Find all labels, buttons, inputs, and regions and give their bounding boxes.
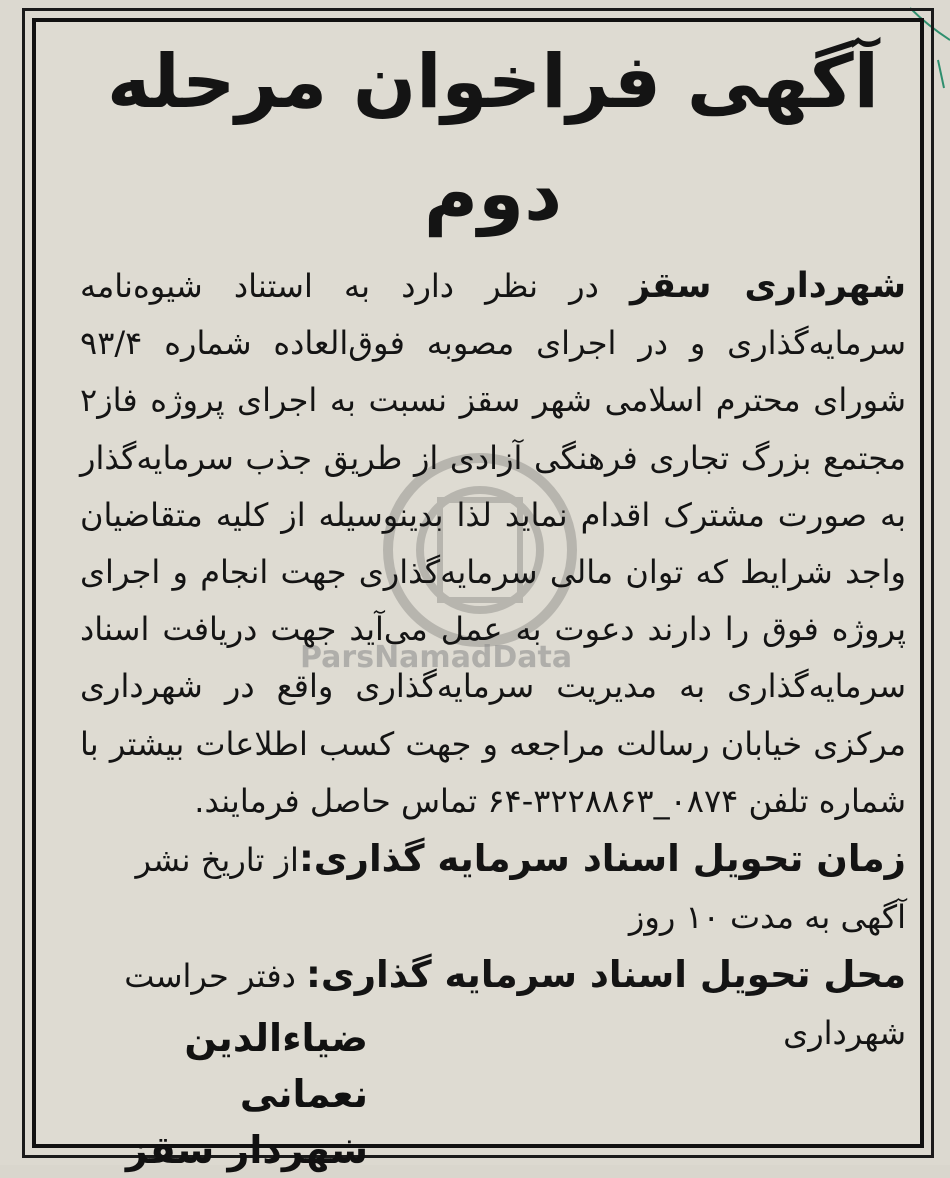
watermark-text: ParsNamadData xyxy=(300,640,573,675)
notice-body xyxy=(80,258,906,830)
signatory-position: شهردار سقز xyxy=(125,1128,368,1172)
delivery-place-label: محل تحویل اسناد سرمایه گذاری: xyxy=(306,953,906,997)
signature-block xyxy=(108,1010,368,1178)
municipality-name: شهرداری سقز xyxy=(629,266,906,306)
signatory-name: ضیاءالدین نعمانی xyxy=(184,1016,368,1116)
notice-body-text: در نظر دارد به استناد شیوه‌نامه سرمایه‌گذاری و در اجرای مصوبه فوق‌العاده شماره ۹۳/۴ شورای محترم اسلامی شهر سقز نسبت به اجرای پروژه فاز۲ مجتمع بزرگ تجاری فرهنگی آزادی از طریق جذب سرمایه‌گذار به صورت مشترک اقدام نماید لذا بدینوسیله از کلیه متقاضیان واجد شرایط که توان مالی سرمایه‌گذاری جهت انجام و اجرای پروژه فوق را دارند دعوت به عمل می‌آید جهت دریافت اسناد سرمایه‌گذاری به مدیریت سرمایه‌گذاری واقع در شهرداری مرکزی خیابان رسالت مراجعه و جهت کسب اطلاعات بیشتر با شماره تلفن ۰۸۷۴_۳۲۲۸۸۶۳-۶۴ تماس حاصل فرمایند. xyxy=(80,267,906,820)
delivery-time xyxy=(80,830,906,946)
notice-title: آگهی فراخوان مرحله دوم xyxy=(106,39,879,237)
delivery-place-value: دفتر حراست شهرداری xyxy=(124,957,906,1053)
delivery-time-label: زمان تحویل اسناد سرمایه گذاری: xyxy=(298,837,906,881)
notice-content xyxy=(80,26,906,1062)
delivery-time-value: از تاریخ نشر آگهی به مدت ۱۰ روز xyxy=(135,841,906,937)
